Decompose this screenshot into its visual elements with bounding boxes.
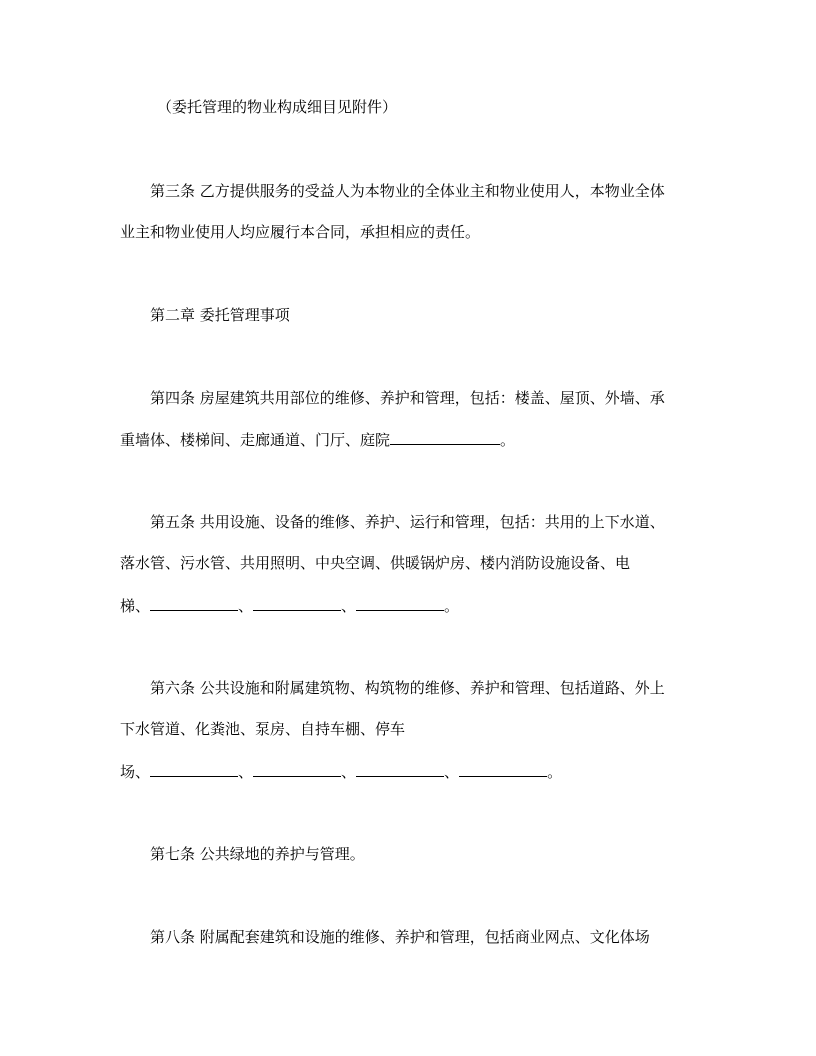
- article-5-line-1: 第五条 共用设施、设备的维修、养护、运行和管理，包括：共用的上下水道、: [150, 513, 665, 531]
- punctuation: 。: [500, 431, 516, 449]
- fill-blank: [390, 429, 500, 445]
- article-5-line-3: [120, 595, 459, 616]
- attachment-note: （委托管理的物业构成细目见附件）: [157, 98, 398, 116]
- fill-blank: [356, 761, 444, 777]
- fill-blank: [150, 595, 238, 611]
- fill-blank: [459, 761, 547, 777]
- article-4-line-2: [120, 429, 515, 450]
- article-6-line-3: [120, 761, 562, 782]
- article-8-line-1: 第八条 附属配套建筑和设施的维修、养护和管理，包括商业网点、文化体场: [150, 928, 650, 946]
- article-6-line-1: 第六条 公共设施和附属建筑物、构筑物的维修、养护和管理、包括道路、外上: [150, 679, 665, 697]
- separator: 、: [341, 597, 357, 615]
- punctuation: 。: [547, 763, 563, 781]
- article-3-line-2: 业主和物业使用人均应履行本合同，承担相应的责任。: [120, 223, 481, 241]
- article-4-line-2-text: 重墙体、楼梯间、走廊通道、门厅、庭院: [120, 431, 391, 449]
- article-6-line-2: 下水管道、化粪池、泵房、自持车棚、停车: [120, 720, 406, 738]
- fill-blank: [253, 595, 341, 611]
- article-6-line-3-text: 场、: [120, 763, 151, 781]
- punctuation: 。: [444, 597, 460, 615]
- article-5-line-3-text: 梯、: [120, 597, 151, 615]
- separator: 、: [444, 763, 460, 781]
- fill-blank: [253, 761, 341, 777]
- separator: 、: [238, 763, 254, 781]
- separator: 、: [341, 763, 357, 781]
- article-7: 第七条 公共绿地的养护与管理。: [150, 845, 365, 863]
- article-3-line-1: 第三条 乙方提供服务的受益人为本物业的全体业主和物业使用人，本物业全体: [150, 182, 665, 200]
- fill-blank: [356, 595, 444, 611]
- fill-blank: [150, 761, 238, 777]
- article-5-line-2: 落水管、污水管、共用照明、中央空调、供暖锅炉房、楼内消防设施设备、电: [120, 554, 631, 572]
- separator: 、: [238, 597, 254, 615]
- article-4-line-1: 第四条 房屋建筑共用部位的维修、养护和管理，包括：楼盖、屋顶、外墙、承: [150, 389, 665, 407]
- chapter-2-heading: 第二章 委托管理事项: [150, 306, 290, 324]
